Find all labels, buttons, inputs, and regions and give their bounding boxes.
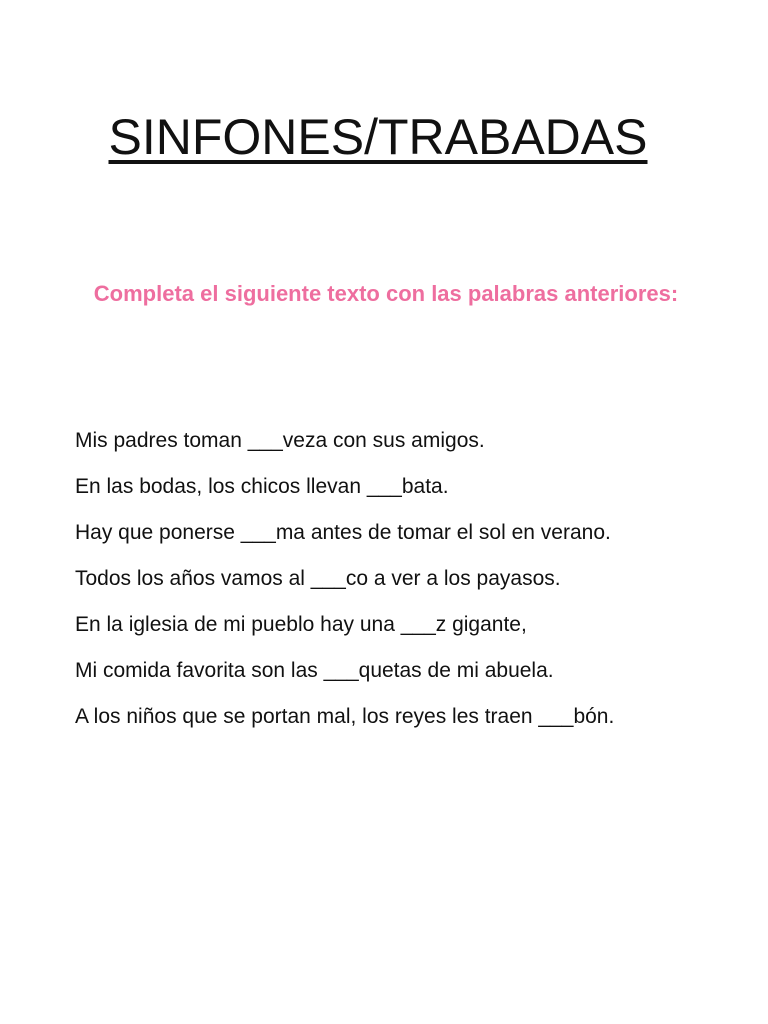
sentence-item: Mis padres toman ___veza con sus amigos. xyxy=(75,429,485,452)
page-title xyxy=(0,106,756,168)
sentence-item: En las bodas, los chicos llevan ___bata. xyxy=(75,475,449,498)
sentence-item: Mi comida favorita son las ___quetas de mi abuela. xyxy=(75,659,554,682)
sentence-item: Hay que ponerse ___ma antes de tomar el sol en verano. xyxy=(75,521,611,544)
sentence-item: A los niños que se portan mal, los reyes les traen ___bón. xyxy=(75,705,615,728)
page-title-text: SINFONES/TRABADAS xyxy=(108,108,648,165)
instruction-text: Completa el siguiente texto con las palabras anteriores: xyxy=(93,281,679,306)
sentence-item: Todos los años vamos al ___co a ver a los payasos. xyxy=(75,567,561,590)
sentence-list xyxy=(75,418,755,740)
sentence-item: En la iglesia de mi pueblo hay una ___z gigante, xyxy=(75,613,527,636)
